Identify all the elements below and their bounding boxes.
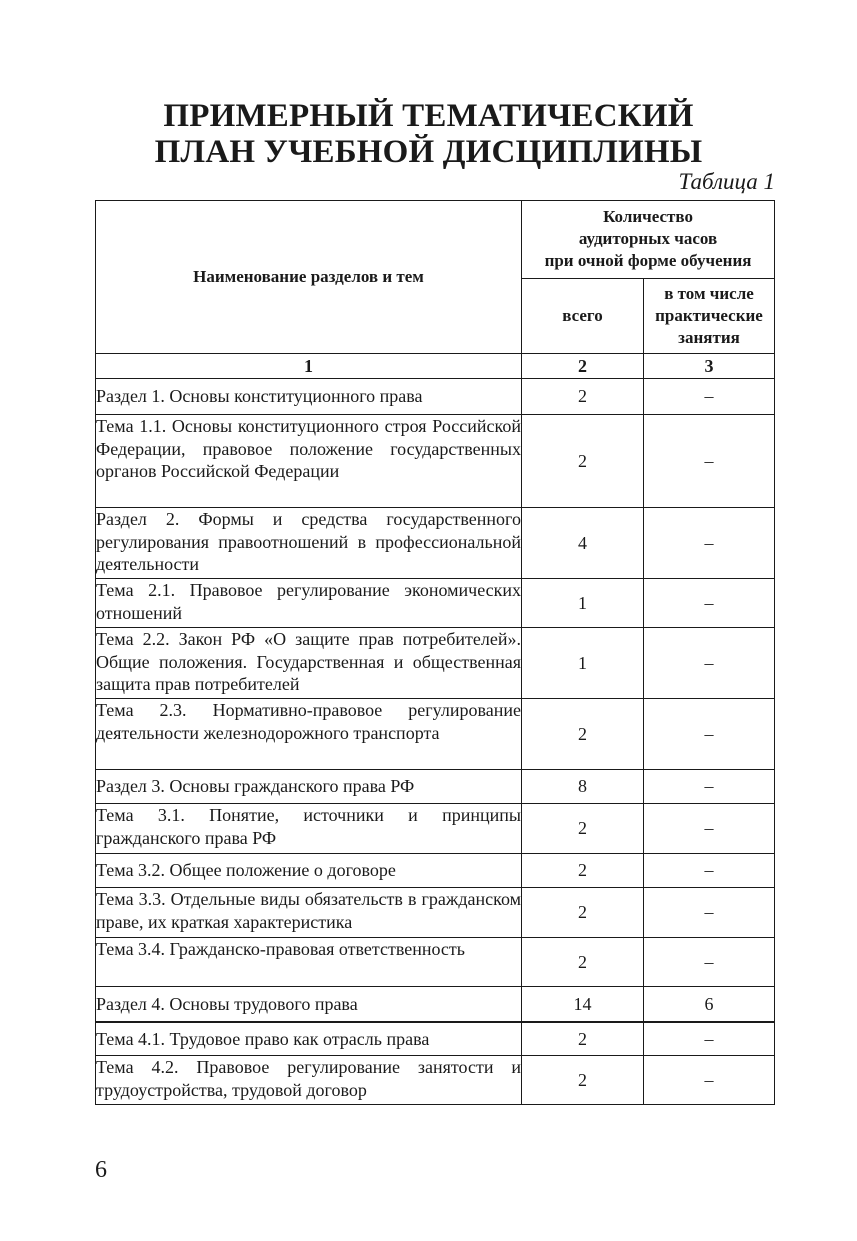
row-name-cell: Тема 3.4. Гражданско-правовая ответственность	[96, 938, 522, 987]
header-practice-line-3: занятия	[678, 327, 740, 347]
header-name-label: Наименование разделов и тем	[193, 267, 424, 286]
row-total-cell: 2	[522, 854, 644, 888]
header-practice-cell	[644, 278, 775, 354]
row-practice-cell: –	[644, 415, 775, 508]
row-practice-cell: –	[644, 508, 775, 579]
row-practice-cell: 6	[644, 987, 775, 1022]
table-row	[96, 699, 775, 770]
row-practice-cell: –	[644, 1022, 775, 1056]
row-name-cell: Раздел 3. Основы гражданского права РФ	[96, 770, 522, 804]
column-number-1: 1	[96, 354, 522, 379]
row-name-cell: Раздел 4. Основы трудового права	[96, 987, 522, 1022]
row-name-cell: Тема 4.2. Правовое регулирование занятости и трудоустройства, трудовой договор	[96, 1056, 522, 1105]
row-total-cell: 2	[522, 804, 644, 854]
row-total-cell: 2	[522, 938, 644, 987]
table-row	[96, 854, 775, 888]
row-total-cell: 2	[522, 379, 644, 415]
table-row	[96, 415, 775, 508]
table-row	[96, 804, 775, 854]
row-total-cell: 8	[522, 770, 644, 804]
row-practice-cell: –	[644, 938, 775, 987]
row-total-cell: 2	[522, 1056, 644, 1105]
title-line-1: ПРИМЕРНЫЙ ТЕМАТИЧЕСКИЙ	[163, 98, 694, 134]
row-practice-cell: –	[644, 379, 775, 415]
title-line-2: ПЛАН УЧЕБНОЙ ДИСЦИПЛИНЫ	[154, 134, 703, 170]
row-name-cell: Тема 4.1. Трудовое право как отрасль права	[96, 1022, 522, 1056]
row-total-cell: 4	[522, 508, 644, 579]
header-group-line-3: при очной форме обучения	[544, 251, 752, 271]
row-name-cell: Тема 3.2. Общее положение о договоре	[96, 854, 522, 888]
row-total-cell: 14	[522, 987, 644, 1022]
table-row	[96, 1056, 775, 1105]
row-name-cell: Тема 2.2. Закон РФ «О защите прав потребителей». Общие положения. Государственная и общественная защита прав потребителей	[96, 628, 522, 699]
row-name-cell: Тема 2.1. Правовое регулирование экономических отношений	[96, 579, 522, 628]
header-total-cell	[522, 278, 644, 354]
table-row	[96, 770, 775, 804]
row-name-cell: Тема 3.1. Понятие, источники и принципы гражданского права РФ	[96, 804, 522, 854]
column-number-2: 2	[522, 354, 644, 379]
table-row	[96, 1022, 775, 1056]
table-row	[96, 508, 775, 579]
row-practice-cell: –	[644, 628, 775, 699]
row-total-cell: 2	[522, 415, 644, 508]
row-name-cell: Тема 2.3. Нормативно-правовое регулирование деятельности железнодорожного транспорта	[96, 699, 522, 770]
header-name-cell	[96, 201, 522, 354]
row-total-cell: 2	[522, 888, 644, 938]
row-total-cell: 1	[522, 628, 644, 699]
row-practice-cell: –	[644, 1056, 775, 1105]
header-practice-line-2: практические	[655, 305, 763, 325]
page-number: 6	[95, 1157, 107, 1183]
table-caption: Таблица 1	[678, 169, 775, 194]
row-total-cell: 1	[522, 579, 644, 628]
header-hours-group-cell	[522, 201, 775, 279]
column-number-3: 3	[644, 354, 775, 379]
table-row	[96, 379, 775, 415]
row-total-cell: 2	[522, 1022, 644, 1056]
page-title	[0, 98, 857, 170]
table-row	[96, 628, 775, 699]
row-name-cell: Раздел 2. Формы и средства государственного регулирования правоотношений в профессиональной деятельности	[96, 508, 522, 579]
row-practice-cell: –	[644, 770, 775, 804]
table-row	[96, 579, 775, 628]
row-practice-cell: –	[644, 854, 775, 888]
row-practice-cell: –	[644, 804, 775, 854]
row-practice-cell: –	[644, 699, 775, 770]
table-row	[96, 987, 775, 1022]
table-row	[96, 888, 775, 938]
table-row	[96, 938, 775, 987]
header-group-line-1: Количество	[603, 207, 693, 227]
row-practice-cell: –	[644, 888, 775, 938]
row-total-cell: 2	[522, 699, 644, 770]
header-group-line-2: аудиторных часов	[578, 229, 718, 249]
row-practice-cell: –	[644, 579, 775, 628]
header-total-label: всего	[562, 305, 603, 325]
row-name-cell: Тема 3.3. Отдельные виды обязательств в гражданском праве, их краткая характеристика	[96, 888, 522, 938]
row-name-cell: Раздел 1. Основы конституционного права	[96, 379, 522, 415]
thematic-plan-table	[95, 200, 775, 1105]
header-practice-line-1: в том числе	[664, 283, 754, 303]
row-name-cell: Тема 1.1. Основы конституционного строя Российской Федерации, правовое положение государственных органов Российской Федерации	[96, 415, 522, 508]
